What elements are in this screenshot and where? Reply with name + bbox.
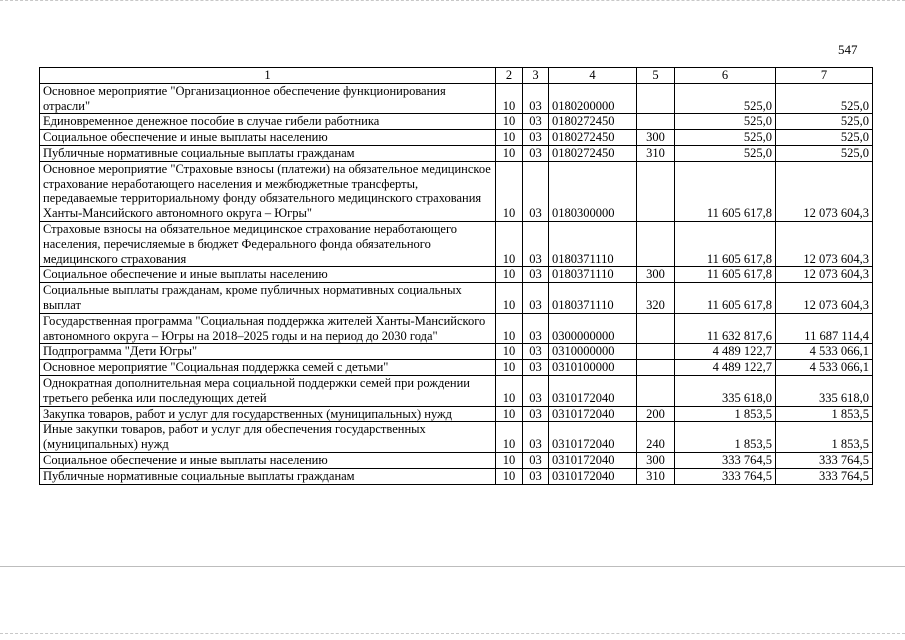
- row-name-cell: Основное мероприятие "Организационное обеспечение функционирования отрасли": [40, 83, 496, 114]
- top-scan-edge: [0, 0, 905, 1]
- row-subsection-cell: 03: [523, 130, 549, 146]
- row-section-cell: 10: [496, 313, 523, 344]
- row-target-article-cell: 0180200000: [549, 83, 637, 114]
- row-section-cell: 10: [496, 145, 523, 161]
- row-name-cell: Подпрограмма "Дети Югры": [40, 344, 496, 360]
- row-amount-year2-cell: 12 073 604,3: [776, 267, 873, 283]
- table-row: [40, 422, 873, 453]
- row-amount-year1-cell: 525,0: [675, 83, 776, 114]
- row-subsection-cell: 03: [523, 422, 549, 453]
- row-section-cell: 10: [496, 360, 523, 376]
- table-row: [40, 114, 873, 130]
- row-expense-type-cell: [637, 375, 675, 406]
- row-expense-type-cell: 310: [637, 468, 675, 484]
- row-target-article-cell: 0310172040: [549, 468, 637, 484]
- table-header-row: [40, 68, 873, 84]
- header-col-1: 1: [40, 68, 496, 84]
- header-col-2: 2: [496, 68, 523, 84]
- row-expense-type-cell: 240: [637, 422, 675, 453]
- row-amount-year2-cell: 333 764,5: [776, 468, 873, 484]
- page-divider: [0, 566, 905, 567]
- row-amount-year2-cell: 12 073 604,3: [776, 283, 873, 314]
- row-name-cell: Основное мероприятие "Страховые взносы (платежи) на обязательное медицинское страхование неработающего населения и межбюджетные трансферты, передаваемые территориальному фонду обязательного медицинского страхования Ханты-Мансийского автономного округа – Югры": [40, 161, 496, 221]
- row-target-article-cell: 0180371110: [549, 221, 637, 266]
- row-subsection-cell: 03: [523, 283, 549, 314]
- row-amount-year1-cell: 335 618,0: [675, 375, 776, 406]
- row-amount-year1-cell: 4 489 122,7: [675, 360, 776, 376]
- row-amount-year1-cell: 11 605 617,8: [675, 221, 776, 266]
- row-section-cell: 10: [496, 83, 523, 114]
- row-amount-year1-cell: 333 764,5: [675, 452, 776, 468]
- table-row: [40, 161, 873, 221]
- row-subsection-cell: 03: [523, 114, 549, 130]
- row-amount-year2-cell: 1 853,5: [776, 406, 873, 422]
- row-amount-year2-cell: 335 618,0: [776, 375, 873, 406]
- row-target-article-cell: 0310000000: [549, 344, 637, 360]
- row-amount-year2-cell: 333 764,5: [776, 452, 873, 468]
- row-expense-type-cell: [637, 344, 675, 360]
- row-name-cell: Социальное обеспечение и иные выплаты населению: [40, 267, 496, 283]
- row-target-article-cell: 0180300000: [549, 161, 637, 221]
- header-col-7: 7: [776, 68, 873, 84]
- row-name-cell: Иные закупки товаров, работ и услуг для обеспечения государственных (муниципальных) нужд: [40, 422, 496, 453]
- row-amount-year1-cell: 333 764,5: [675, 468, 776, 484]
- row-amount-year2-cell: 4 533 066,1: [776, 344, 873, 360]
- bottom-scan-edge: [0, 633, 905, 634]
- row-expense-type-cell: [637, 114, 675, 130]
- table-row: [40, 130, 873, 146]
- row-target-article-cell: 0180371110: [549, 267, 637, 283]
- row-amount-year1-cell: 11 605 617,8: [675, 267, 776, 283]
- row-subsection-cell: 03: [523, 267, 549, 283]
- row-expense-type-cell: 310: [637, 145, 675, 161]
- row-expense-type-cell: [637, 360, 675, 376]
- row-target-article-cell: 0180272450: [549, 114, 637, 130]
- row-target-article-cell: 0310172040: [549, 422, 637, 453]
- row-subsection-cell: 03: [523, 406, 549, 422]
- row-target-article-cell: 0300000000: [549, 313, 637, 344]
- table-body: [40, 83, 873, 484]
- row-section-cell: 10: [496, 283, 523, 314]
- row-subsection-cell: 03: [523, 313, 549, 344]
- row-amount-year1-cell: 4 489 122,7: [675, 344, 776, 360]
- row-expense-type-cell: 300: [637, 452, 675, 468]
- table-row: [40, 313, 873, 344]
- table-row: [40, 283, 873, 314]
- row-name-cell: Публичные нормативные социальные выплаты гражданам: [40, 145, 496, 161]
- row-target-article-cell: 0180272450: [549, 130, 637, 146]
- row-amount-year1-cell: 525,0: [675, 130, 776, 146]
- table-row: [40, 468, 873, 484]
- row-expense-type-cell: 300: [637, 130, 675, 146]
- row-section-cell: 10: [496, 130, 523, 146]
- header-col-5: 5: [637, 68, 675, 84]
- page-number: 547: [838, 42, 858, 57]
- row-amount-year1-cell: 11 605 617,8: [675, 161, 776, 221]
- row-amount-year1-cell: 525,0: [675, 114, 776, 130]
- table-row: [40, 375, 873, 406]
- row-section-cell: 10: [496, 161, 523, 221]
- row-section-cell: 10: [496, 344, 523, 360]
- header-col-6: 6: [675, 68, 776, 84]
- row-section-cell: 10: [496, 221, 523, 266]
- row-amount-year2-cell: 525,0: [776, 83, 873, 114]
- row-subsection-cell: 03: [523, 452, 549, 468]
- row-amount-year1-cell: 1 853,5: [675, 406, 776, 422]
- row-target-article-cell: 0180371110: [549, 283, 637, 314]
- row-subsection-cell: 03: [523, 83, 549, 114]
- row-target-article-cell: 0310172040: [549, 452, 637, 468]
- row-amount-year1-cell: 11 605 617,8: [675, 283, 776, 314]
- row-name-cell: Социальное обеспечение и иные выплаты населению: [40, 130, 496, 146]
- row-name-cell: Основное мероприятие "Социальная поддержка семей с детьми": [40, 360, 496, 376]
- row-section-cell: 10: [496, 267, 523, 283]
- header-col-3: 3: [523, 68, 549, 84]
- row-subsection-cell: 03: [523, 145, 549, 161]
- row-subsection-cell: 03: [523, 360, 549, 376]
- row-amount-year2-cell: 12 073 604,3: [776, 161, 873, 221]
- row-expense-type-cell: [637, 83, 675, 114]
- row-amount-year1-cell: 525,0: [675, 145, 776, 161]
- row-expense-type-cell: [637, 313, 675, 344]
- row-amount-year2-cell: 11 687 114,4: [776, 313, 873, 344]
- budget-table: [39, 67, 873, 485]
- row-expense-type-cell: 300: [637, 267, 675, 283]
- row-name-cell: Социальное обеспечение и иные выплаты населению: [40, 452, 496, 468]
- row-section-cell: 10: [496, 375, 523, 406]
- row-target-article-cell: 0310172040: [549, 406, 637, 422]
- row-subsection-cell: 03: [523, 221, 549, 266]
- row-section-cell: 10: [496, 468, 523, 484]
- row-amount-year1-cell: 1 853,5: [675, 422, 776, 453]
- row-amount-year2-cell: 12 073 604,3: [776, 221, 873, 266]
- row-section-cell: 10: [496, 406, 523, 422]
- row-target-article-cell: 0310172040: [549, 375, 637, 406]
- row-section-cell: 10: [496, 422, 523, 453]
- row-subsection-cell: 03: [523, 468, 549, 484]
- table-row: [40, 344, 873, 360]
- row-name-cell: Публичные нормативные социальные выплаты гражданам: [40, 468, 496, 484]
- row-name-cell: Единовременное денежное пособие в случае гибели работника: [40, 114, 496, 130]
- row-target-article-cell: 0180272450: [549, 145, 637, 161]
- table-row: [40, 221, 873, 266]
- row-subsection-cell: 03: [523, 344, 549, 360]
- row-expense-type-cell: 320: [637, 283, 675, 314]
- row-subsection-cell: 03: [523, 375, 549, 406]
- row-section-cell: 10: [496, 114, 523, 130]
- row-name-cell: Государственная программа "Социальная поддержка жителей Ханты-Мансийского автономного округа – Югры на 2018–2025 годы и на период до 2030 года": [40, 313, 496, 344]
- row-amount-year2-cell: 1 853,5: [776, 422, 873, 453]
- table-row: [40, 360, 873, 376]
- table-row: [40, 452, 873, 468]
- header-col-4: 4: [549, 68, 637, 84]
- row-expense-type-cell: [637, 161, 675, 221]
- row-expense-type-cell: 200: [637, 406, 675, 422]
- row-amount-year2-cell: 525,0: [776, 145, 873, 161]
- table-row: [40, 145, 873, 161]
- row-amount-year2-cell: 4 533 066,1: [776, 360, 873, 376]
- row-section-cell: 10: [496, 452, 523, 468]
- table-row: [40, 267, 873, 283]
- row-amount-year2-cell: 525,0: [776, 114, 873, 130]
- row-amount-year1-cell: 11 632 817,6: [675, 313, 776, 344]
- table-row: [40, 406, 873, 422]
- row-name-cell: Закупка товаров, работ и услуг для государственных (муниципальных) нужд: [40, 406, 496, 422]
- row-subsection-cell: 03: [523, 161, 549, 221]
- row-expense-type-cell: [637, 221, 675, 266]
- row-name-cell: Социальные выплаты гражданам, кроме публичных нормативных социальных выплат: [40, 283, 496, 314]
- row-target-article-cell: 0310100000: [549, 360, 637, 376]
- row-name-cell: Страховые взносы на обязательное медицинское страхование неработающего населения, перечисляемые в бюджет Федерального фонда обязательного медицинского страхования: [40, 221, 496, 266]
- row-name-cell: Однократная дополнительная мера социальной поддержки семей при рождении третьего ребенка или последующих детей: [40, 375, 496, 406]
- table-row: [40, 83, 873, 114]
- row-amount-year2-cell: 525,0: [776, 130, 873, 146]
